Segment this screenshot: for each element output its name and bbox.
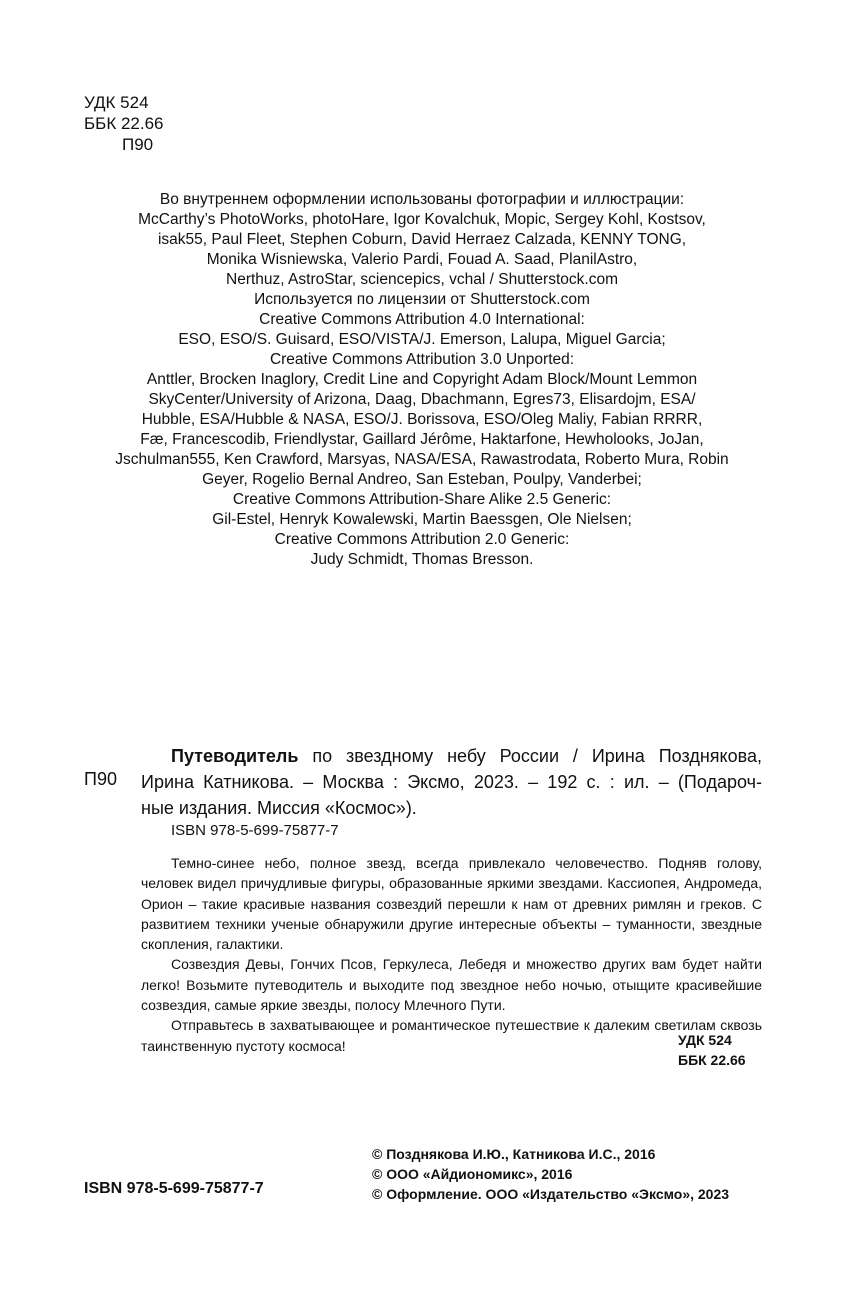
isbn-footer: ISBN 978-5-699-75877-7 [84, 1180, 264, 1197]
credits-line: SkyCenter/University of Arizona, Daag, Dbachmann, Egres73, Elisardojm, ESA/ [148, 391, 696, 408]
bibliography-line-3: ные издания. Миссия «Космос»). [141, 798, 417, 818]
credits-line: Fæ, Francescodib, Friendlystar, Gaillard Jérôme, Haktarfone, Hewholooks, JoJan, [140, 431, 704, 448]
author-sign: П90 [122, 135, 154, 154]
bibliography-title-rest: по звездному небу России / Ирина Позднякова, [298, 746, 762, 766]
credits-line: Gil-Estel, Henryk Kowalewski, Martin Baessgen, Ole Nielsen; [212, 511, 632, 528]
credits-line: isak55, Paul Fleet, Stephen Coburn, David Herraez Calzada, KENNY TONG, [157, 231, 687, 248]
illustration-credits [60, 190, 784, 570]
credits-line: Creative Commons Attribution 4.0 International: [259, 311, 585, 328]
annotation-paragraph: Созвездия Девы, Гончих Псов, Геркулеса, Лебедя и множество других вам будет найти легко! Возьмите путеводитель и выходите под звездное небо ночью, отыщите красивейшие созвездия, самые яркие звезды, полосу Млечного Пути. [141, 956, 762, 1014]
bibliographic-record [141, 743, 762, 821]
credits-line: Creative Commons Attribution-Share Alike 2.5 Generic: [232, 491, 612, 508]
bibliography-line-2: Ирина Катникова. – Москва : Эксмо, 2023. – 192 с. : ил. – (Подароч- [141, 772, 762, 792]
copyright-block [372, 1144, 729, 1204]
annotation [141, 853, 762, 1056]
credits-line: Creative Commons Attribution 2.0 Generic: [274, 531, 570, 548]
annotation-paragraph: Темно-синее небо, полное звезд, всегда привлекало человечество. Подняв голову, человек видел причудливые фигуры, образованные яркими звездами. Кассиопея, Андромеда, Орион – такие красивые названия созвездий перешли к нам от древних римлян и греков. С развитием техники ученые обнаружили другие интересные объекты – туманности, звездные скопления, галактики. [141, 855, 762, 953]
credits-line: McCarthy’s PhotoWorks, photoHare, Igor Kovalchuk, Mopic, Sergey Kohl, Kostsov, [138, 211, 706, 228]
copyright-line: © ООО «Айдиономикс», 2016 [372, 1166, 573, 1182]
credits-line: Hubble, ESA/Hubble & NASA, ESO/J. Borissova, ESO/Oleg Maliy, Fabian RRRR, [141, 411, 703, 428]
bbk-code-bottom: ББК 22.66 [678, 1052, 746, 1068]
udk-code: УДК 524 [84, 93, 149, 112]
classification-bottom [678, 1030, 746, 1070]
copyright-line: © Оформление. ООО «Издательство «Эксмо», 2023 [372, 1186, 730, 1202]
isbn-record: ISBN 978-5-699-75877-7 [171, 822, 339, 839]
credits-line: ESO, ESO/S. Guisard, ESO/VISTA/J. Emerson, Lalupa, Miguel Garcia; [178, 331, 666, 348]
credits-line: Monika Wisniewska, Valerio Pardi, Fouad A. Saad, PlanilAstro, [206, 251, 638, 268]
credits-line: Judy Schmidt, Thomas Bresson. [310, 551, 534, 568]
credits-line: Creative Commons Attribution 3.0 Unported: [269, 351, 575, 368]
classification-block [84, 92, 163, 155]
bibliography-line-1 [141, 743, 762, 769]
copyright-line: © Позднякова И.Ю., Катникова И.С., 2016 [372, 1146, 656, 1162]
credits-line: Anttler, Brocken Inaglory, Credit Line and Copyright Adam Block/Mount Lemmon [146, 371, 698, 388]
bibliography-author-sign: П90 [84, 769, 117, 789]
credits-line: Используется по лицензии от Shutterstock.com [254, 291, 590, 308]
credits-line: Geyer, Rogelio Bernal Andreo, San Esteban, Poulpy, Vanderbei; [202, 471, 642, 488]
credits-line: Во внутреннем оформлении использованы фотографии и иллюстрации: [159, 191, 685, 208]
annotation-paragraph: Отправьтесь в захватывающее и романтическое путешествие к далеким светилам сквозь таинственную пустоту космоса! [141, 1017, 762, 1054]
book-title: Путеводитель [171, 746, 299, 766]
bbk-code: ББК 22.66 [84, 114, 164, 133]
udk-code-bottom: УДК 524 [678, 1032, 732, 1048]
credits-line: Nerthuz, AstroStar, sciencepics, vchal / Shutterstock.com [226, 271, 618, 288]
credits-line: Jschulman555, Ken Crawford, Marsyas, NASA/ESA, Rawastrodata, Roberto Mura, Robin [115, 451, 729, 468]
